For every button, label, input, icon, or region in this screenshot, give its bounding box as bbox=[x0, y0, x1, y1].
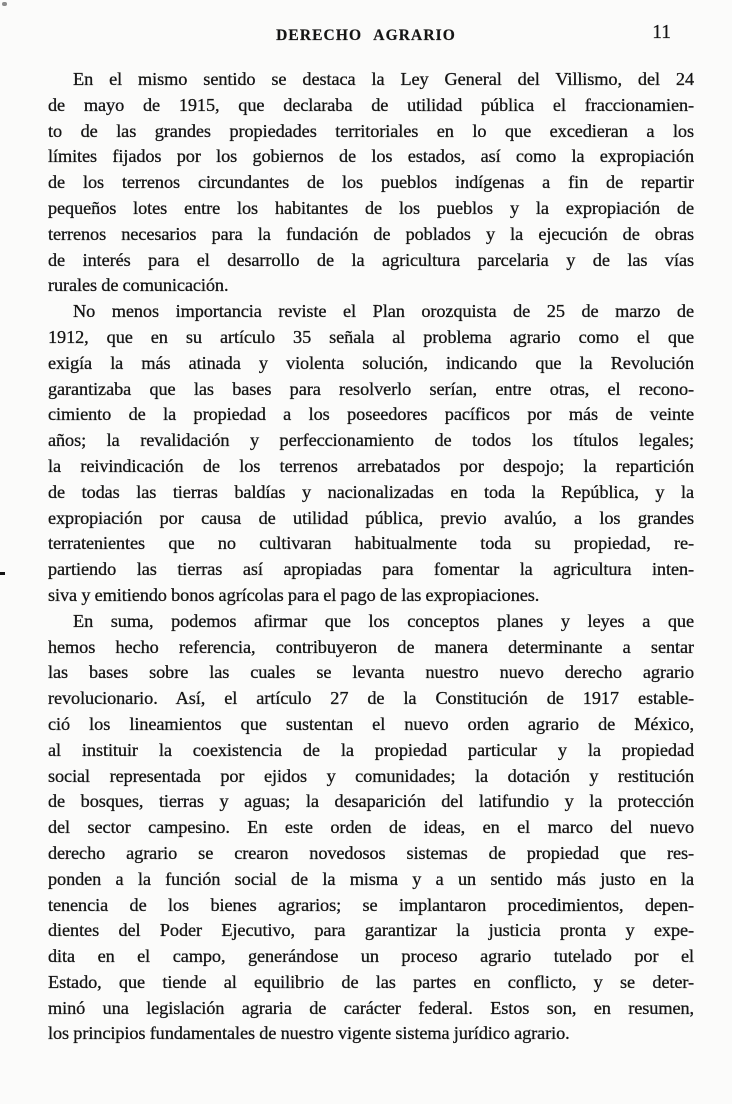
page-number: 11 bbox=[652, 22, 671, 43]
text-line: minó una legislación agraria de carácter federal. Estos son, en resumen, bbox=[48, 997, 694, 1018]
text-line: dita en el campo, generándose un proceso agrario tutelado por el bbox=[48, 946, 694, 967]
text-line: terratenientes que no cultivaran habitualmente toda su propiedad, re- bbox=[48, 533, 694, 554]
text-line: ció los lineamientos que sustentan el nuevo orden agrario de México, bbox=[48, 713, 694, 734]
text-line: partiendo las tierras así apropiadas para fomentar la agricultura inten- bbox=[48, 559, 694, 580]
text-line: de los terrenos circundantes de los pueblos indígenas a fin de repartir bbox=[48, 172, 694, 193]
text-line: la reivindicación de los terrenos arrebatados por despojo; la repartición bbox=[48, 455, 694, 476]
text-line: social representada por ejidos y comunidades; la dotación y restitución bbox=[48, 765, 694, 786]
text-line: dientes del Poder Ejecutivo, para garantizar la justicia pronta y expe- bbox=[48, 920, 694, 941]
text-line: derecho agrario se crearon novedosos sistemas de propiedad que res- bbox=[48, 842, 694, 863]
text-line: expropiación por causa de utilidad pública, previo avalúo, a los grandes bbox=[48, 507, 694, 528]
text-line: siva y emitiendo bonos agrícolas para el pago de las expropiaciones. bbox=[48, 584, 540, 605]
text-line: al instituir la coexistencia de la propiedad particular y la propiedad bbox=[48, 739, 694, 760]
text-line: En el mismo sentido se destaca la Ley General del Villismo, del 24 bbox=[73, 69, 694, 89]
text-line: del sector campesino. En este orden de ideas, en el marco del nuevo bbox=[48, 817, 694, 838]
paragraph bbox=[48, 67, 694, 299]
scan-dash-artifact bbox=[0, 572, 5, 575]
text-line: tenencia de los bienes agrarios; se implantaron procedimientos, depen- bbox=[48, 894, 694, 915]
text-line: los principios fundamentales de nuestro vigente sistema jurídico agrario. bbox=[48, 1023, 570, 1044]
text-line: de mayo de 1915, que declaraba de utilidad pública el fraccionamien- bbox=[48, 94, 694, 115]
text-line: cimiento de la propiedad a los poseedores pacíficos por más de veinte bbox=[48, 404, 694, 425]
text-line: No menos importancia reviste el Plan orozquista de 25 de marzo de bbox=[73, 301, 694, 322]
text-line: garantizaba que las bases para resolverlo serían, entre otras, el recono- bbox=[48, 378, 694, 399]
text-line: años; la revalidación y perfeccionamiento de todos los títulos legales; bbox=[48, 430, 694, 451]
text-line: de todas las tierras baldías y nacionalizadas en toda la República, y la bbox=[48, 481, 694, 502]
text-line: revolucionario. Así, el artículo 27 de la Constitución de 1917 estable- bbox=[48, 688, 694, 709]
text-line: las bases sobre las cuales se levanta nuestro nuevo derecho agrario bbox=[48, 662, 694, 683]
text-line: to de las grandes propiedades territoriales en lo que excedieran a los bbox=[48, 120, 694, 141]
text-line: pequeños lotes entre los habitantes de los pueblos y la expropiación de bbox=[48, 197, 694, 218]
text-line: de bosques, tierras y aguas; la desaparición del latifundio y la protección bbox=[48, 791, 694, 812]
text-line: 1912, que en su artículo 35 señala al problema agrario como el que bbox=[48, 326, 694, 347]
text-line: límites fijados por los gobiernos de los estados, así como la expropiación bbox=[48, 146, 694, 167]
body-text bbox=[48, 67, 694, 1047]
running-title: DERECHO AGRARIO bbox=[276, 27, 456, 44]
text-line: rurales de comunicación. bbox=[48, 275, 229, 296]
text-line: ponden a la función social de la misma y a un sentido más justo en la bbox=[48, 868, 694, 889]
scan-smudge-artifact bbox=[2, 2, 7, 6]
text-line: En suma, podemos afirmar que los conceptos planes y leyes a que bbox=[73, 610, 694, 631]
paragraph bbox=[48, 609, 694, 1048]
text-line: de interés para el desarrollo de la agricultura parcelaria y de las vías bbox=[48, 249, 694, 270]
paragraph bbox=[48, 299, 694, 609]
page-header bbox=[0, 0, 732, 60]
text-line: terrenos necesarios para la fundación de poblados y la ejecución de obras bbox=[48, 223, 694, 244]
text-line: hemos hecho referencia, contribuyeron de manera determinante a sentar bbox=[48, 636, 694, 657]
text-line: Estado, que tiende al equilibrio de las partes en conflicto, y se deter- bbox=[48, 971, 694, 992]
text-line: exigía la más atinada y violenta solución, indicando que la Revolución bbox=[48, 352, 694, 373]
